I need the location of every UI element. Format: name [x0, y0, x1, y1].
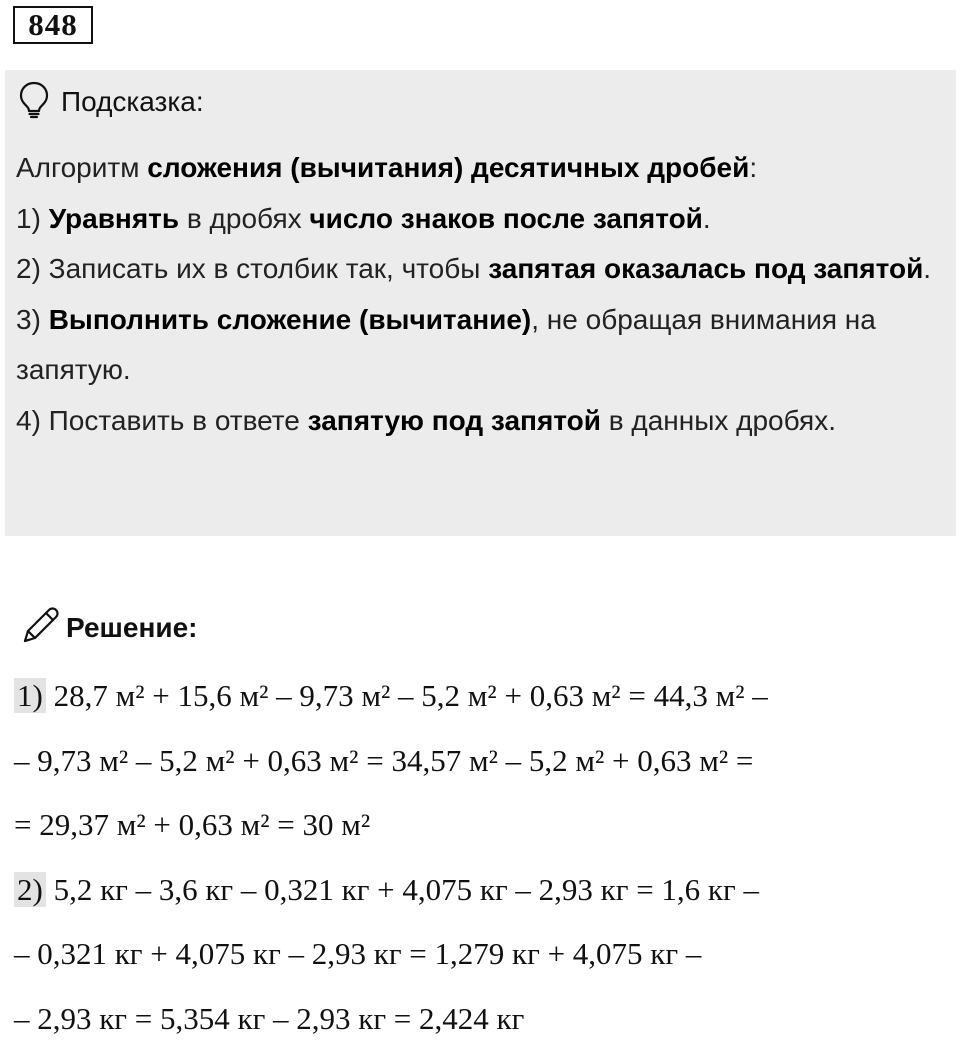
hint-bold-text: число знаков после запятой	[309, 203, 703, 234]
hint-bold-text: запятую под запятой	[308, 405, 601, 436]
hint-text-segment: Алгоритм	[16, 152, 147, 183]
solution-expression: – 9,73 м² – 5,2 м² + 0,63 м² = 34,57 м² – 5,2 м² + 0,63 м² =	[14, 743, 753, 778]
hint-text	[16, 143, 941, 446]
hint-text-segment: в дробях	[179, 203, 309, 234]
hint-text-segment: .	[923, 253, 931, 284]
solution-line	[14, 922, 944, 987]
hint-bold-text: Выполнить сложение (вычитание)	[49, 304, 532, 335]
hint-text-segment: 4) Поставить в ответе	[16, 405, 308, 436]
hint-text-segment: .	[703, 203, 711, 234]
solution-header	[20, 606, 197, 650]
solution-line	[14, 664, 944, 729]
solution-expression: – 0,321 кг + 4,075 кг – 2,93 кг = 1,279 кг + 4,075 кг –	[14, 936, 701, 971]
item-number-label: 2)	[14, 872, 46, 907]
hint-text-segment: 3)	[16, 304, 49, 335]
hint-text-segment: :	[749, 152, 757, 183]
hint-paragraph	[16, 194, 941, 245]
hint-bold-text: Уравнять	[49, 203, 179, 234]
hint-paragraph	[16, 244, 941, 295]
task-number: 848	[13, 6, 93, 44]
hint-text-segment: 1)	[16, 203, 49, 234]
hint-paragraph	[16, 143, 941, 194]
solution-line	[14, 729, 944, 794]
lightbulb-icon	[19, 81, 49, 124]
item-number-label: 1)	[14, 678, 46, 713]
solution-line	[14, 793, 944, 858]
hint-bold-text: сложения (вычитания) десятичных дробей	[147, 152, 749, 183]
hint-bold-text: запятая оказалась под запятой	[488, 253, 923, 284]
hint-paragraph	[16, 396, 941, 447]
solution-expression: = 29,37 м² + 0,63 м² = 30 м²	[14, 807, 370, 842]
hint-text-segment: , не обращая внимания на запятую.	[16, 304, 876, 386]
solution-expression: 5,2 кг – 3,6 кг – 0,321 кг + 4,075 кг – 2,93 кг = 1,6 кг –	[46, 872, 759, 907]
solution-expression: 28,7 м² + 15,6 м² – 9,73 м² – 5,2 м² + 0,63 м² = 44,3 м² –	[46, 678, 768, 713]
hint-text-segment: в данных дробях.	[601, 405, 836, 436]
hint-box	[5, 70, 956, 536]
hint-header	[19, 82, 204, 122]
hint-title: Подсказка:	[61, 86, 204, 118]
solution-line	[14, 858, 944, 923]
pencil-icon	[20, 606, 60, 651]
solution-expression: – 2,93 кг = 5,354 кг – 2,93 кг = 2,424 кг	[14, 1001, 524, 1036]
solution-title: Решение:	[66, 612, 197, 644]
solution-lines	[14, 664, 944, 1051]
hint-paragraph	[16, 295, 941, 396]
hint-text-segment: 2) Записать их в столбик так, чтобы	[16, 253, 488, 284]
solution-line	[14, 987, 944, 1051]
